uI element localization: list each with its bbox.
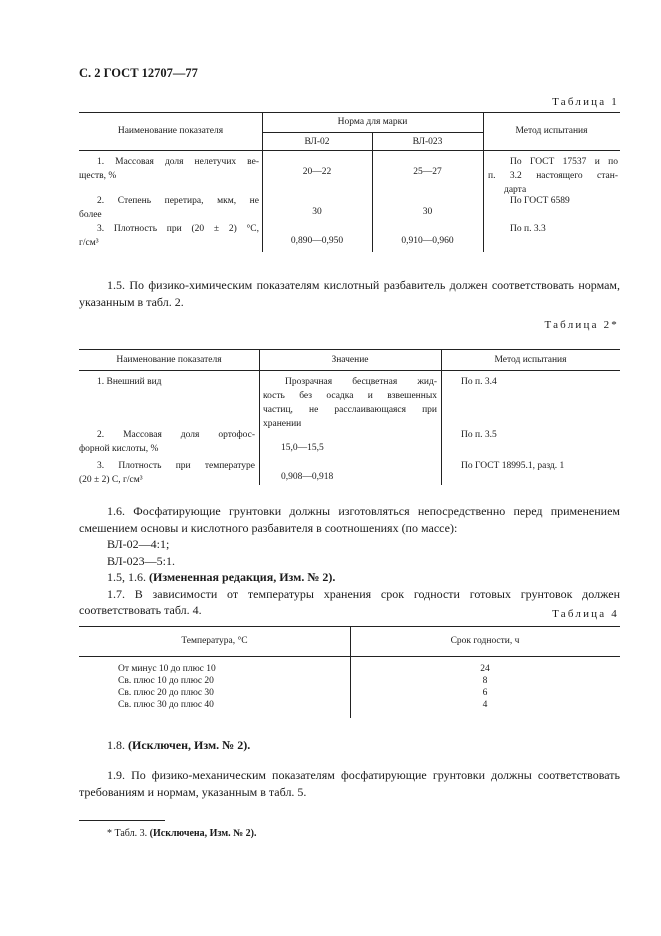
page-header: С. 2 ГОСТ 12707—77 <box>79 66 198 80</box>
t1-r1-vl023: 25—27 <box>413 167 442 177</box>
t1-col-name: Наименование показателя <box>117 126 224 136</box>
t1-r2-vl023: 30 <box>422 207 433 217</box>
edit-note: 1.5, 1.6. (Измененная редакция, Изм. № 2). <box>107 570 336 584</box>
paragraph-1-6: 1.6. Фосфатирующие грунтовки должны изготовляться непосредственно перед применением смешением основы и кислотного разбавителя в соотношениях (по массе): ВЛ-02—4:1; ВЛ-023—5:1. 1.5, 1.6. (Измененная редакция, Изм. № 2). 1.7. В зависимости от температуры хранения срок годности готовых грунтовок должен соответствовать табл. 4. <box>79 504 620 617</box>
footnote-rule <box>79 820 165 821</box>
t4-col-term: Срок годности, ч <box>450 636 520 646</box>
table4-caption: Таблица 4 <box>552 608 619 620</box>
t1-col-method: Метод испытания <box>515 126 588 136</box>
t1-r3-vl023: 0,910—0,960 <box>401 236 454 246</box>
footnote: * Табл. 3. (Исключена, Изм. № 2). <box>107 828 257 839</box>
t1-r2-vl02: 30 <box>312 207 322 217</box>
table-row: 3. Плотность при температуре (20 ± 2) С, г/см³ <box>79 461 255 485</box>
t4-terms: 24 8 6 4 <box>480 664 490 710</box>
t2-col-value: Значение <box>331 355 369 365</box>
t2-r2-value: 15,0—15,5 <box>281 443 324 453</box>
t1-col-norm: Норма для марки <box>337 117 408 127</box>
table-row: 1. Массовая доля нелетучих ве- ществ, % <box>79 157 259 181</box>
table-row: 2. Массовая доля ортофос- форной кислоты, % <box>79 430 255 454</box>
t4-col-temp: Температура, °С <box>181 636 248 646</box>
table-row: 2. Степень перетира, мкм, не более <box>79 196 259 220</box>
t2-r1-value: Прозрачная бесцветная жид- кость без осадка и взвешенных частиц, не расслаивающаяся при хранении <box>263 377 437 429</box>
t4-temps <box>118 663 216 711</box>
table1-caption: Таблица 1 <box>552 96 619 108</box>
paragraph-1-7: 1.7. В зависимости от температуры хранения срок годности готовых грунтовок должен соответствовать табл. 4. <box>79 586 620 617</box>
table-row: 1. Внешний вид <box>97 377 162 387</box>
table-row: От минус 10 до плюс 10 <box>118 664 216 674</box>
paragraph-1-9: 1.9. По физико-механическим показателям фосфатирующие грунтовки должны соответствовать требованиям и нормам, указанным в табл. 5. <box>79 768 620 799</box>
t2-col-method: Метод испытания <box>494 355 567 365</box>
t2-col-name: Наименование показателя <box>116 355 222 365</box>
mix-vl023: ВЛ-023—5:1. <box>107 553 176 568</box>
t2-r3-method: По ГОСТ 18995.1, разд. 1 <box>461 461 565 471</box>
t2-r2-method: По п. 3.5 <box>461 430 497 440</box>
table-row: Св. плюс 10 до плюс 20 <box>118 676 214 686</box>
table2-caption: Таблица 2* <box>544 319 619 331</box>
t1-r1-vl02: 20—22 <box>302 167 332 177</box>
table-row: 3. Плотность при (20 ± 2) °С, г/см³ <box>79 224 259 248</box>
t1-r3-vl02: 0,890—0,950 <box>290 236 344 246</box>
paragraph-1-8: 1.8. (Исключен, Изм. № 2). <box>107 738 251 752</box>
t1-col-vl02: ВЛ-02 <box>304 137 330 147</box>
table-row: Св. плюс 30 до плюс 40 <box>118 700 214 710</box>
t1-r1-method: По ГОСТ 17537 и по п. 3.2 настоящего стан- дарта <box>488 157 618 195</box>
t1-r3-method: По п. 3.3 <box>510 224 546 234</box>
t1-col-vl023: ВЛ-023 <box>412 137 443 147</box>
table-row: Св. плюс 20 до плюс 30 <box>118 688 214 698</box>
t2-r3-value: 0,908—0,918 <box>281 472 334 482</box>
paragraph-1-5: 1.5. По физико-химическим показателям кислотный разбавитель должен соответствовать нормам, указанным в табл. 2. <box>79 278 620 309</box>
t1-r2-method: По ГОСТ 6589 <box>510 196 570 206</box>
t2-r1-method: По п. 3.4 <box>461 377 497 387</box>
mix-vl02: ВЛ-02—4:1; <box>107 537 170 551</box>
